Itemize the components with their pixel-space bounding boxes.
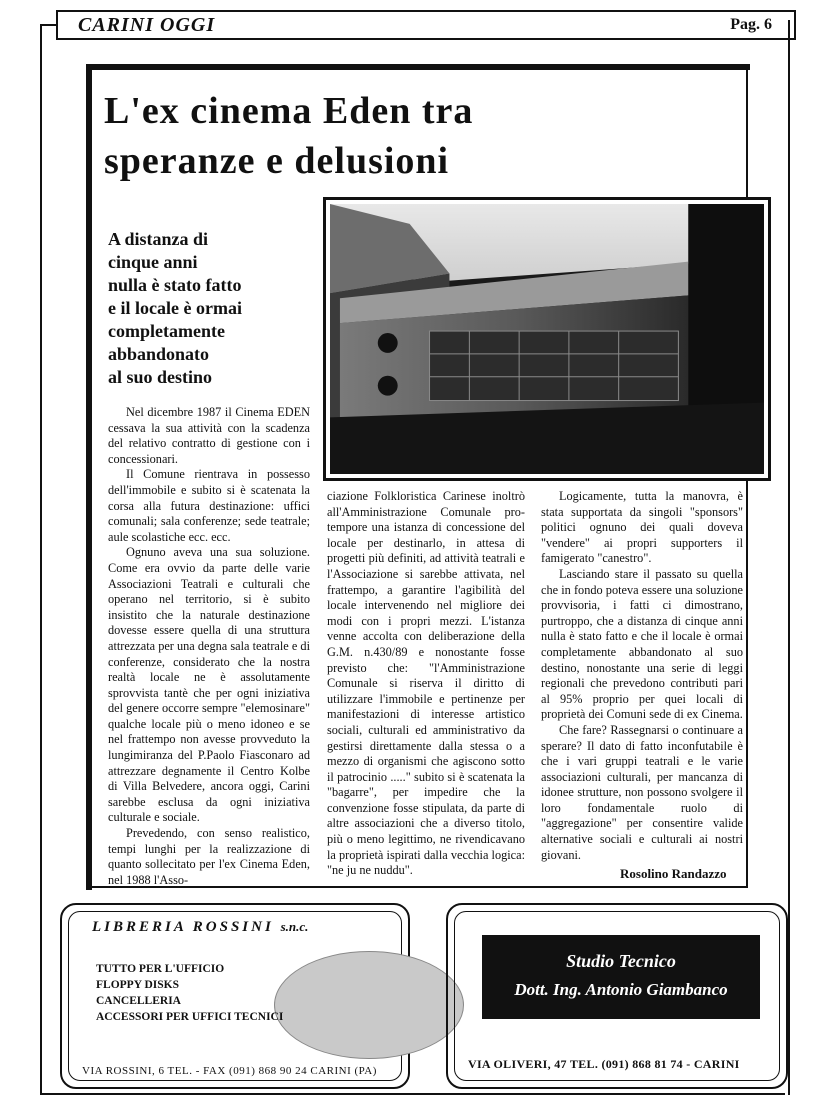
headline-line-1: L'ex cinema Eden tra [104,90,474,132]
article-paragraph: Logicamente, tutta la manovra, è stata supportata da singoli "sponsors" politici ognuno dei quali doveva "vendere" ai propri supporters il famigerato "canestro". [541,489,743,566]
article-photo-frame [323,197,771,481]
ad-studio-banner [482,935,760,1019]
ad-libreria-item: FLOPPY DISKS [96,979,179,991]
ad-libreria-item: CANCELLERIA [96,995,181,1007]
cinema-building-photo [330,204,764,474]
article-subhead [108,228,318,389]
subhead-line: completamente [108,321,225,341]
article-column-3 [541,489,743,863]
page-border-left [40,24,42,1094]
article-paragraph: Prevedendo, con senso realistico, tempi lunghi per la realizzazione di quanto sollecitato per l'ex Cinema Eden, nel 1988 l'Asso- [108,826,310,887]
article-paragraph: Lasciando stare il passato su quella che in fondo poteva essere una soluzione provvisoria, i fatti ci dimostrano, purtroppo, che a distanza di cinque anni nulla è stato fatto e che il locale è ormai completamente abbandonato al suo destino, nonostante una serie di leggi regionali che prevedono contributi pari al 95% proprio per quei locali di proprietà dei Comuni sede di ex Cinema. [541,566,743,722]
ad-studio-address: VIA OLIVERI, 47 TEL. (091) 868 81 74 - CARINI [468,1057,740,1071]
masthead-title: CARINI OGGI [78,14,216,36]
article-column-1 [108,405,310,888]
article-author: Rosolino Randazzo [620,866,727,881]
subhead-line: A distanza di [108,229,209,249]
article-column-2 [327,489,525,879]
subhead-line: al suo destino [108,367,213,387]
subhead-line: cinque anni [108,252,198,272]
ad-libreria-item: TUTTO PER L'UFFICIO [96,963,225,975]
ad-studio-tecnico [446,903,788,1089]
ad-libreria-name: LIBRERIA ROSSINI [92,919,274,935]
article-paragraph: Ognuno aveva una sua soluzione. Come era ovvio da parte delle varie Associazioni Teatrali e culturali che operano nel territorio, si è subito insistito che la naturale destinazione dovesse essere quella di una struttura attrezzata per una degna sala teatrale e di conferenze, considerato che la nostra realtà locale ne è assolutamente sprovvista tantè che per ogni iniziativa del genere occorre sempre "elemosinare" qualche locale più o meno idoneo e se nel frattempo non avesse provveduto la lungimiranza del P.Paolo Fiasconaro ad attrezzare degnamente il Centro Kolbe di Villa Belvedere, ancora oggi, Carini sarebbe esclusa da ogni iniziativa culturale e sociale. [108,545,310,825]
header-rule [40,24,56,26]
article-paragraph: Nel dicembre 1987 il Cinema EDEN cessava la sua attività con la scadenza del relativo contratto di gestione con i concessionari. [108,405,310,466]
ad-libreria-title [92,919,308,936]
article-paragraph: Che fare? Rassegnarsi o continuare a sperare? Il dato di fatto inconfutabile è che i vari gruppi teatrali e le varie associazioni culturali, per mancanza di idonee strutture, non possono svolgere il loro fondamentale ruolo di "aggregazione" per consentire valide alternative sociali e culturali ai nostri giovani. [541,722,743,862]
article-paragraph: Il Comune rientrava in possesso dell'immobile e subito si è scatenata la corsa alla futura destinazione: uffici comunali; sala conferenze; sede teatrale; aule scolastiche ecc. ecc. [108,467,310,544]
subhead-line: nulla è stato fatto [108,275,242,295]
ad-libreria-rossini [60,903,410,1089]
subhead-line: abbandonato [108,344,210,364]
ad-libreria-address: VIA ROSSINI, 6 TEL. - FAX (091) 868 90 24 CARINI (PA) [82,1065,377,1077]
ad-studio-engineer: Dott. Ing. Antonio Giambanco [514,980,728,999]
ad-oval-graphic [274,951,464,1059]
article-headline [104,86,574,186]
subhead-line: e il locale è ormai [108,298,242,318]
page-border-right [788,20,790,1095]
masthead-bar [56,10,796,40]
cinema-facade-image [330,204,764,474]
page-border-bottom [40,1093,785,1095]
ad-libreria-item: ACCESSORI PER UFFICI TECNICI [96,1011,284,1023]
ad-libreria-items [96,961,283,1025]
article-paragraph: ciazione Folkloristica Carinese inoltrò all'Amministrazione Comunale pro-tempore una istanza di concessione del locale per destinarlo, in attesa di progetti più definiti, ad attività teatrali e l'Associazione si sarebbe attivata, nel frattempo, a garantire l'agibilità del locale intervenendo nel migliore dei modi con i propri mezzi. L'istanza venne accolta con deliberazione della G.M. n.430/89 e nonostante fosse previsto che: "l'Amministrazione Comunale si riserva il diritto di utilizzare l'immobile e pertinenze per manifestazioni di interesse artistico sociali, culturali ed amministrativo da gestirsi direttamente dalla stessa o a mezzo di organismi che agiscono sotto il patrocinio ....." subito si è scatenata la "bagarre", per impedire che la convenzione fosse stipulata, da parte di altre associazioni che a diverso titolo, più o meno legittimo, ne rivendicavano la proprietà ispirati dalla vecchia logica: "ne ju ne nuddu". [327,489,525,878]
ad-libreria-suffix: s.n.c. [280,919,309,934]
page-number: Pag. 6 [730,16,772,33]
headline-line-2: speranze e delusioni [104,140,450,182]
ad-studio-title: Studio Tecnico [566,951,676,971]
